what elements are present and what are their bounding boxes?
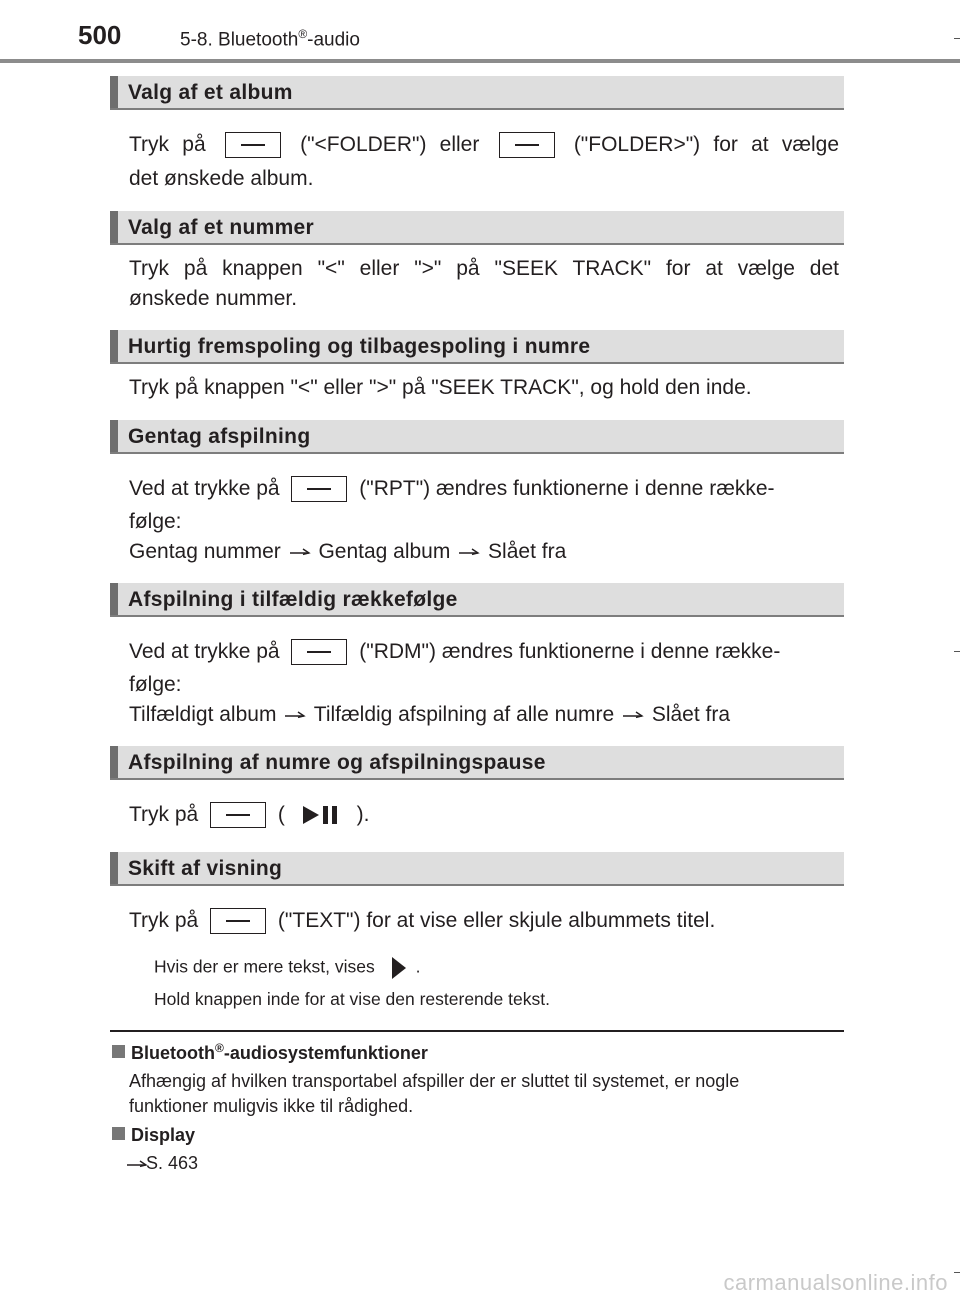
section-heading-track: Valg af et nummer [110, 211, 844, 245]
random-instruction: Ved at trykke på ("RDM") ændres funktionerne i denne række- [129, 635, 839, 668]
album-instruction: Tryk på ("<FOLDER") eller ("FOLDER>") for at vælge [129, 128, 839, 161]
section-heading-random: Afspilning i tilfældig rækkefølge [110, 583, 844, 617]
section-heading-playpause: Afspilning af numre og afspilningspause [110, 746, 844, 780]
watermark: carmanualsonline.info [723, 1270, 948, 1295]
square-bullet-icon [112, 1127, 125, 1140]
page-number: 500 [78, 20, 122, 50]
more-text-arrow-icon [390, 956, 408, 980]
crop-mark [954, 38, 960, 39]
square-bullet-icon [112, 1045, 125, 1058]
section-heading-ffrew: Hurtig fremspoling og tilbagespoling i numre [110, 330, 844, 364]
button-key-icon [499, 132, 555, 158]
button-key-icon [210, 908, 266, 934]
info-title-functions: Bluetooth®-audiosystemfunktioner [112, 1041, 428, 1064]
button-key-icon [291, 476, 347, 502]
section-heading-repeat: Gentag afspilning [110, 420, 844, 454]
album-instruction-cont: det ønskede album. [129, 167, 314, 190]
button-key-icon [210, 802, 266, 828]
repeat-instruction: Ved at trykke på ("RPT") ændres funktionerne i denne række- [129, 472, 839, 505]
repeat-instruction-cont: følge: [129, 510, 182, 533]
right-arrow-icon [289, 546, 311, 558]
info-divider [110, 1030, 844, 1032]
display-note-hold: Hold knappen inde for at vise den resterende tekst. [154, 989, 550, 1009]
header-rule [0, 59, 960, 63]
info-title-display: Display [112, 1125, 195, 1146]
playpause-instruction: Tryk på ( ). [129, 798, 839, 831]
random-sequence: Tilfældigt album Tilfældig afspilning af alle numre Slået fra [129, 703, 731, 726]
button-key-icon [291, 639, 347, 665]
display-note-more-text: Hvis der er mere tekst, vises . [154, 956, 421, 980]
section-heading-display: Skift af visning [110, 852, 844, 886]
right-arrow-icon [126, 1158, 148, 1170]
play-pause-icon [301, 804, 341, 826]
ffrew-instruction: Tryk på knappen "<" eller ">" på "SEEK TRACK", og hold den inde. [129, 376, 752, 399]
right-arrow-icon [622, 709, 644, 721]
info-display-ref: S. 463 [129, 1151, 844, 1176]
chapter-title: 5-8. Bluetooth®-audio [180, 27, 360, 51]
random-instruction-cont: følge: [129, 673, 182, 696]
crop-mark [954, 651, 960, 652]
info-functions-body: Afhængig af hvilken transportabel afspiller der er sluttet til systemet, er nogle funktioner muligvis ikke til rådighed. [129, 1071, 740, 1116]
right-arrow-icon [458, 546, 480, 558]
display-instruction: Tryk på ("TEXT") for at vise eller skjule albummets titel. [129, 904, 839, 937]
crop-mark [954, 1272, 960, 1273]
section-heading-album: Valg af et album [110, 76, 844, 110]
track-instruction-cont: ønskede nummer. [129, 287, 298, 310]
track-instruction: Tryk på knappen "<" eller ">" på "SEEK TRACK" for at vælge det [129, 257, 839, 280]
repeat-sequence: Gentag nummer Gentag album Slået fra [129, 540, 567, 563]
right-arrow-icon [284, 709, 306, 721]
button-key-icon [225, 132, 281, 158]
